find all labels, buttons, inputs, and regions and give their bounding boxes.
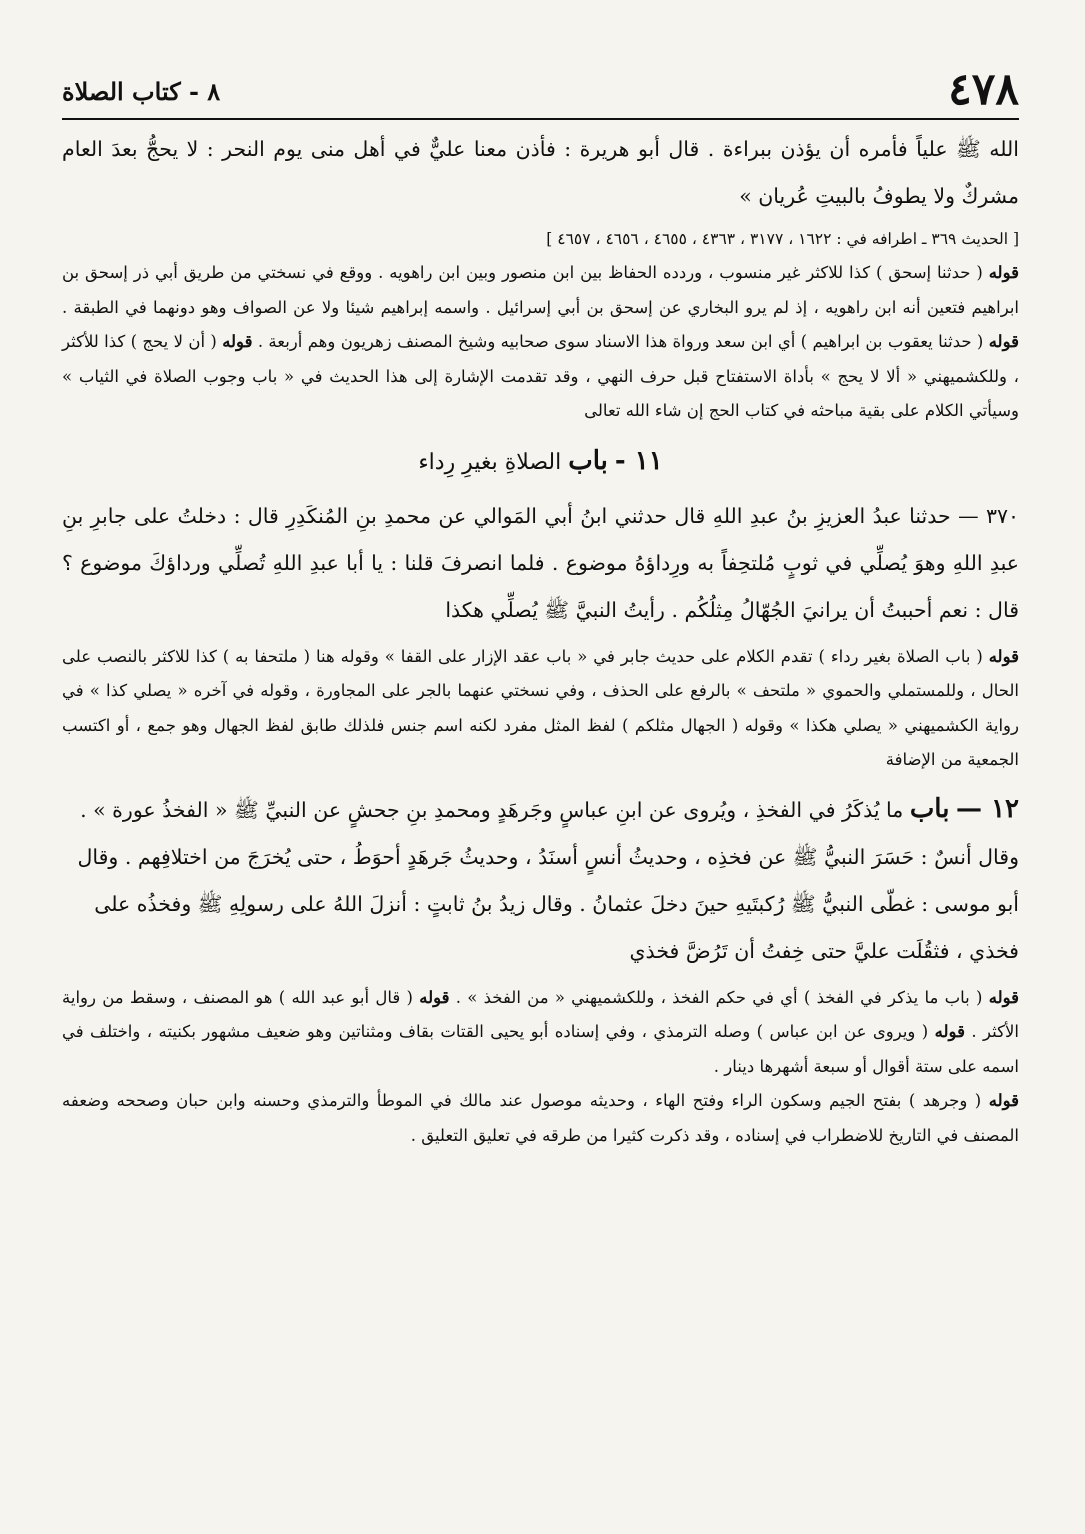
chapter-word: باب xyxy=(568,445,608,476)
commentary-lead-word: قوله xyxy=(988,987,1020,1007)
chapter-12-heading xyxy=(62,786,1019,975)
commentary-text: ( حدثنا يعقوب بن ابراهيم ) أي ابن سعد ورواة هذا الاسناد سوى صحابيه وشيخ المصنف زهريون وهم أربعة . xyxy=(257,332,984,351)
commentary-lead-word: قوله xyxy=(988,646,1019,666)
chapter-number: ١١ - xyxy=(614,445,663,476)
commentary-text: ( أن لا يحج ) كذا للأكثر ، وللكشميهني « ألا لا يحج » بأداة الاستفتاح قبل حرف النهي ، وقد تقدمت الإشارة إلى هذا الحديث في « باب وجوب الصلاة في الثياب » وسيأتي الكلام على بقية مباحثه في كتاب الحج إن شاء الله تعالى xyxy=(62,332,1019,420)
header-rule xyxy=(62,118,1019,120)
commentary-lead-word: قوله xyxy=(988,332,1019,351)
commentary-lead-word: قوله xyxy=(419,987,450,1007)
chapter-word: باب xyxy=(909,793,950,824)
commentary-lead-word: قوله xyxy=(988,1091,1020,1110)
commentary-text: ( حدثنا إسحق ) كذا للاكثر غير منسوب ، وردده الحفاظ بين ابن منصور وبين ابن راهويه . ووقع في نسختي من طريق أبي ذر إسحق بن ابراهيم فتعين أنه ابن راهويه ، إذ لم يرو البخاري عن إسحق بن أبي إسرائيل . واسمه إبراهيم شيئا ولا عن الصواف وهو دونهما في الطبقة . xyxy=(62,263,1019,317)
commentary-paragraph-2 xyxy=(62,640,1019,778)
chapter-11-heading xyxy=(62,431,1019,493)
running-title: ٨ - كتاب الصلاة xyxy=(62,77,221,106)
page-header xyxy=(62,52,1019,115)
commentary-text: ( ويروى عن ابن عباس ) وصله الترمذي ، وفي إسناده أبو يحيى القتات بقاف ومثناتين وهو ضعيف مشهور بكنيته ، واختلف في اسمه على ستة أقوال أو سبعة أشهرها دينار . xyxy=(62,1022,1019,1076)
commentary-text: ( وجرهد ) بفتح الجيم وسكون الراء وفتح الهاء ، وحديثه موصول عند مالك في الموطأ والترمذي وحسنه وابن حبان وصححه وضعفه المصنف في التاريخ للاضطراب في إسناده ، وقد ذكرت كثيرا من طرقه في تعليق التعليق . xyxy=(62,1091,1019,1145)
chapter-text: ما يُذكَرُ في الفخذِ ، ويُروى عن ابنِ عباسٍ وجَرهَدٍ ومحمدِ بنِ جحشٍ عن النبيِّ ﷺ « الفخذُ عورة » . وقال أنسٌ : حَسَرَ النبيُّ ﷺ عن فخذِه ، وحديثُ أنسٍ أسنَدُ ، وحديثُ جَرهَدٍ أحوَطُ ، حتى يُخرَجَ من اختلافِهم . وقال أبو موسى : غطّى النبيُّ ﷺ رُكبتَيهِ حينَ دخلَ عثمانُ . وقال زيدُ بنُ ثابتٍ : أنزلَ اللهُ على رسولِهِ ﷺ وفخذُه على فخذي ، فثقُلَت عليَّ حتى خِفتُ أن تَرُضَّ فخذي xyxy=(77,797,1019,963)
page-number: ٤٧٨ xyxy=(948,64,1019,115)
hadith-369-text: الله ﷺ علياً فأمره أن يؤذن ببراءة . قال أبو هريرة : فأذن معنا عليٌّ في أهل منى يوم النحر : لا يحجُّ بعدَ العام مشركٌ ولا يطوفُ بالبيتِ عُريان » xyxy=(62,137,1019,208)
commentary-paragraph-1 xyxy=(62,256,1019,429)
page-body xyxy=(62,126,1019,1153)
commentary-lead-word: قوله xyxy=(222,332,253,351)
commentary-text: ( باب ما يذكر في الفخذ ) أي في حكم الفخذ ، وللكشميهني « من الفخذ » . xyxy=(455,987,983,1007)
hadith-370-text: ٣٧٠ — حدثنا عبدُ العزيزِ بنُ عبدِ اللهِ قال حدثني ابنُ أبي المَوالي عن محمدِ بنِ المُنكَدِرِ قال : دخلتُ على جابرِ بنِ عبدِ اللهِ وهوَ يُصلِّي في ثوبٍ مُلتحِفاً به ورِداؤهُ موضوع . فلما انصرفَ قلنا : يا أبا عبدِ اللهِ تُصلِّي ورداؤكَ موضوع ؟ قال : نعم أحببتُ أن يرانيَ الجُهّالُ مِثلُكُم . رأيتُ النبيَّ ﷺ يُصلِّي هكذا xyxy=(62,503,1019,622)
commentary-paragraph-3 xyxy=(62,981,1019,1085)
commentary-text: ( باب الصلاة بغير رداء ) تقدم الكلام على حديث جابر في « باب عقد الإزار على القفا » وقوله هنا ( ملتحفا به ) كذا للاكثر بالنصب على الحال ، وللمستملي والحموي « ملتحف » بالرفع على الحذف ، وفي نسختي عنهما بالجر على المجاورة ، وقوله في آخره « يصلي كذا » في رواية الكشميهني « يصلي هكذا » وقوله ( الجهال مثلكم ) لفظ المثل مفرد لكنه اسم جنس فلذلك طابق لفظ الجهال وهو جمع ، أو اكتسب الجمعية من الإضافة xyxy=(62,646,1019,769)
chapter-number: ١٢ — xyxy=(956,793,1019,824)
commentary-text: ( قال أبو عبد الله ) هو المصنف ، وسقط من رواية الأكثر . xyxy=(62,987,1019,1041)
commentary-paragraph-4 xyxy=(62,1084,1019,1153)
commentary-lead-word: قوله xyxy=(934,1022,965,1041)
hadith-369-references: [ الحديث ٣٦٩ ـ اطرافه في : ١٦٢٢ ، ٣١٧٧ ، ٤٣٦٣ ، ٤٦٥٥ ، ٤٦٥٦ ، ٤٦٥٧ ] xyxy=(546,230,1019,248)
commentary-lead-word: قوله xyxy=(988,263,1019,282)
chapter-title: الصلاةِ بغيرِ رِداء xyxy=(418,449,562,475)
